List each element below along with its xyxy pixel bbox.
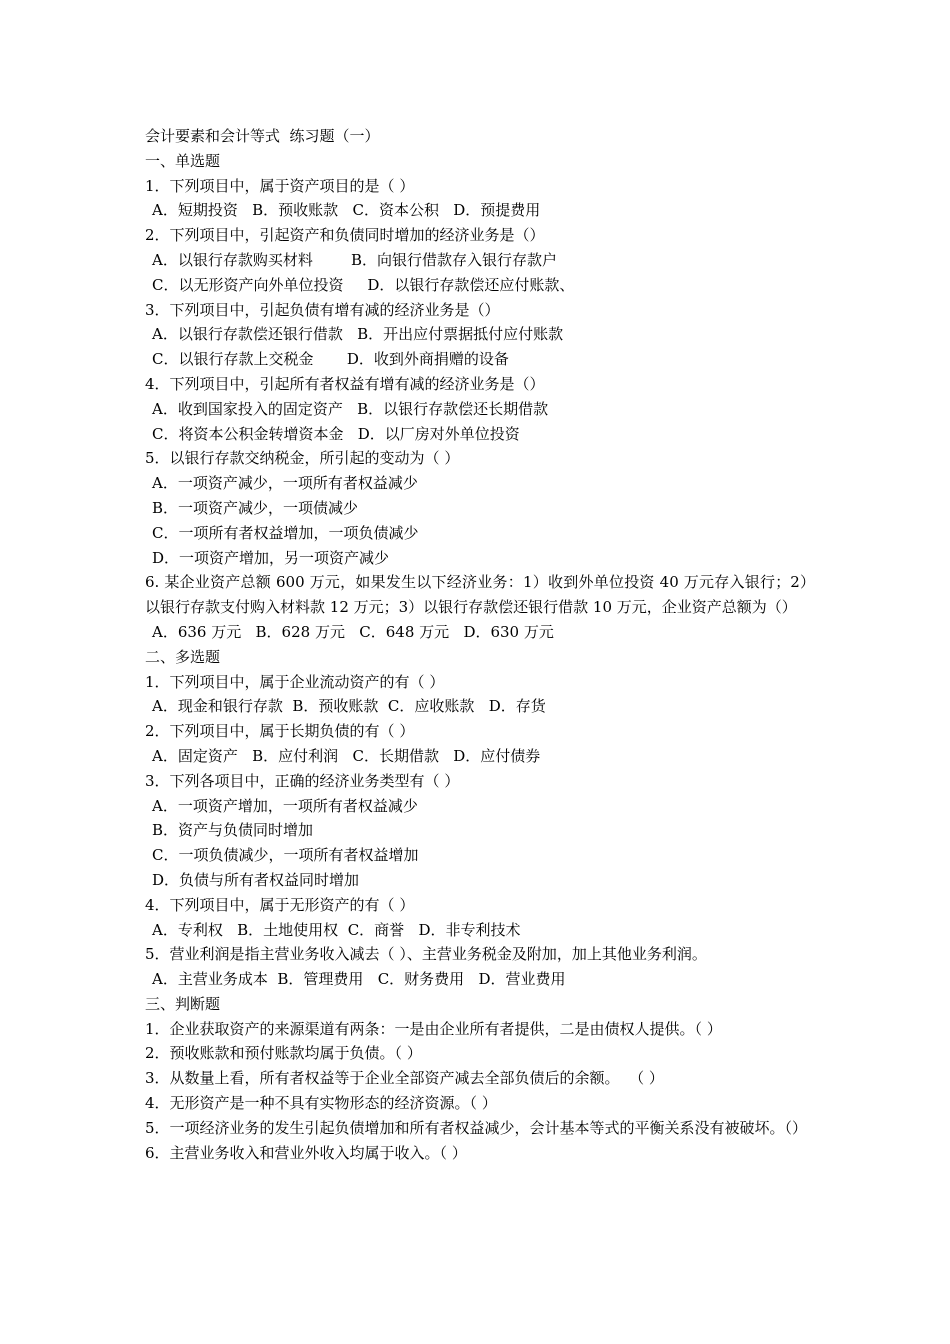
question-text: 5．以银行存款交纳税金，所引起的变动为（ ） [145,449,460,468]
question-option: A．一项资产增加，一项所有者权益减少 [152,796,418,815]
question-option: B．资产与负债同时增加 [152,821,314,840]
question-text: 3．下列项目中，引起负债有增有减的经济业务是（） [145,300,500,319]
section-heading-multi: 二、多选题 [145,647,221,666]
question-text: 4．下列项目中，属于无形资产的有（ ） [145,895,415,914]
question-option: C．一项负债减少，一项所有者权益增加 [152,846,419,865]
question-options: A．主营业务成本 B．管理费用 C．财务费用 D．营业费用 [152,970,566,989]
judge-statement: 2．预收账款和预付账款均属于负债。（ ） [145,1044,422,1063]
question-option: C．一项所有者权益增加，一项负债减少 [152,523,419,542]
question-options: A．固定资产 B．应付利润 C．长期借款 D．应付债券 [152,746,541,765]
question-text: 4．下列项目中，引起所有者权益有增有减的经济业务是（） [145,374,545,393]
question-options: A．收到国家投入的固定资产 B．以银行存款偿还长期借款 [152,399,549,418]
question-options: A．专利权 B．土地使用权 C．商誉 D．非专利技术 [152,920,521,939]
question-text: 1．下列项目中，属于企业流动资产的有（ ） [145,672,445,691]
question-options: C．以银行存款上交税金 D．收到外商捐赠的设备 [152,350,509,369]
document-page [145,124,815,1165]
section-heading-judge: 三、判断题 [145,994,221,1013]
judge-statement: 1．企业获取资产的来源渠道有两条：一是由企业所有者提供，二是由债权人提供。（ ） [145,1019,722,1038]
question-options: C．以无形资产向外单位投资 D．以银行存款偿还应付账款、 [152,275,575,294]
question-options: A．以银行存款偿还银行借款 B．开出应付票据抵付应付账款 [152,325,564,344]
question-options: A．以银行存款购买材料 B．向银行借款存入银行存款户 [152,250,558,269]
question-option: B．一项资产减少，一项债减少 [152,498,359,517]
judge-statement: 4．无形资产是一种不具有实物形态的经济资源。（ ） [145,1094,497,1113]
question-text: 5．营业利润是指主营业务收入减去（ ）、主营业务税金及附加，加上其他业务利润。 [145,945,707,964]
question-options: C．将资本公积金转增资本金 D．以厂房对外单位投资 [152,424,520,443]
question-options: A．现金和银行存款 B．预收账款 C．应收账款 D．存货 [152,697,546,716]
question-text: 2．下列项目中，属于长期负债的有（ ） [145,722,415,741]
section-heading-single: 一、单选题 [145,151,221,170]
judge-statement: 3．从数量上看，所有者权益等于企业全部资产减去全部负债后的余额。 （ ） [145,1069,664,1088]
question-options: A．636 万元 B．628 万元 C．648 万元 D．630 万元 [152,622,554,641]
judge-statement: 6．主营业务收入和营业外收入均属于收入。（ ） [145,1143,467,1162]
judge-statement: 5．一项经济业务的发生引起负债增加和所有者权益减少，会计基本等式的平衡关系没有被破坏。（） [145,1118,808,1137]
question-option: D．一项资产增加，另一项资产减少 [152,548,390,567]
question-text: 1．下列项目中，属于资产项目的是（ ） [145,176,415,195]
question-text: 6. 某企业资产总额 600 万元，如果发生以下经济业务：1）收到外单位投资 40 万元存入银行；2）以银行存款支付购入材料款 12 万元；3）以银行存款偿还银行借款 10 万元，企业资产总额为（） [145,573,815,617]
question-text: 2．下列项目中，引起资产和负债同时增加的经济业务是（） [145,226,545,245]
question-option: D．负债与所有者权益同时增加 [152,870,360,889]
question-text: 3．下列各项目中，正确的经济业务类型有（ ） [145,771,460,790]
question-options: A．短期投资 B．预收账款 C．资本公积 D．预提费用 [152,201,541,220]
document-title: 会计要素和会计等式 练习题（一） [145,127,380,145]
question-option: A．一项资产减少，一项所有者权益减少 [152,474,418,493]
